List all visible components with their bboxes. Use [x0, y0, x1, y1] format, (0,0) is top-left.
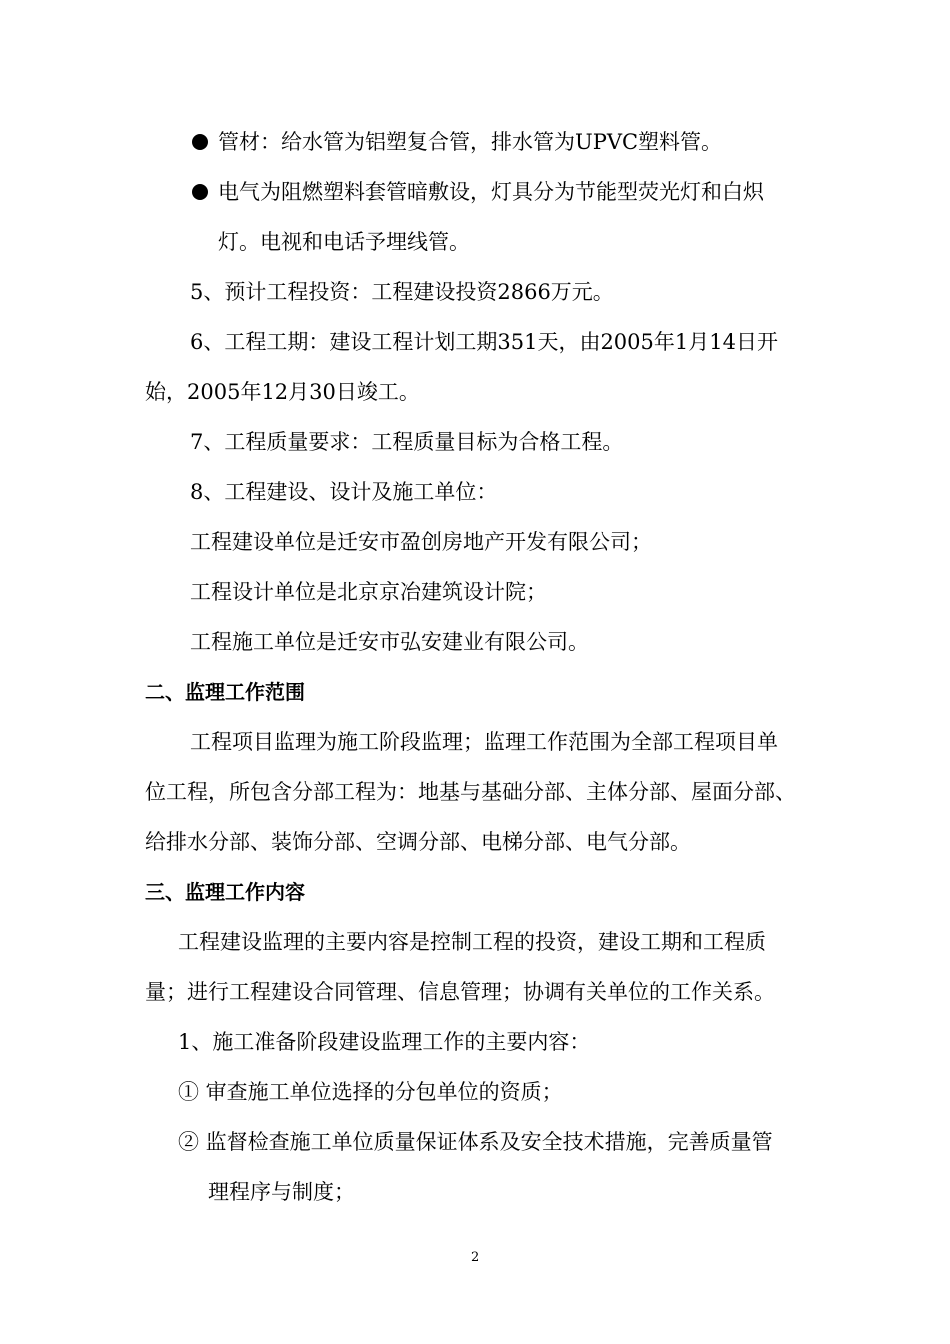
item-units: 8、工程建设、设计及施工单位： [190, 480, 498, 504]
bullet-dot-icon [192, 134, 208, 150]
section3-heading: 三、监理工作内容 [145, 880, 305, 904]
section3-line: ① 审查施工单位选择的分包单位的资质； [178, 1080, 563, 1104]
section2-line: 工程项目监理为施工阶段监理；监理工作范围为全部工程项目单 [190, 730, 778, 754]
section3-line: 理程序与制度； [208, 1180, 355, 1204]
unit-build: 工程施工单位是迁安市弘安建业有限公司。 [190, 630, 589, 654]
item-schedule-cont: 始，2005年12月30日竣工。 [145, 380, 420, 404]
section3-line: ② 监督检查施工单位质量保证体系及安全技术措施，完善质量管 [178, 1130, 773, 1154]
item-investment: 5、预计工程投资：工程建设投资2866万元。 [190, 280, 614, 304]
bullet-electrical: 电气为阻燃塑料套管暗敷设，灯具分为节能型荧光灯和白炽 [218, 180, 764, 204]
bullet-dot-icon [192, 184, 208, 200]
section3-line: 工程建设监理的主要内容是控制工程的投资，建设工期和工程质 [178, 930, 766, 954]
section3-line: 1、施工准备阶段建设监理工作的主要内容： [178, 1030, 591, 1054]
item-schedule: 6、工程工期：建设工程计划工期351天，由2005年1月14日开 [190, 330, 778, 354]
bullet-pipes: 管材：给水管为铝塑复合管，排水管为UPVC塑料管。 [218, 130, 723, 154]
section2-heading: 二、监理工作范围 [145, 680, 305, 704]
unit-design: 工程设计单位是北京京冶建筑设计院； [190, 580, 547, 604]
section2-line: 给排水分部、装饰分部、空调分部、电梯分部、电气分部。 [145, 830, 691, 854]
bullet-electrical-cont: 灯。电视和电话予埋线管。 [218, 230, 470, 254]
section3-line: 量；进行工程建设合同管理、信息管理；协调有关单位的工作关系。 [145, 980, 775, 1004]
section2-line: 位工程，所包含分部工程为：地基与基础分部、主体分部、屋面分部、 [145, 780, 796, 804]
page-number: 2 [471, 1250, 480, 1265]
item-quality: 7、工程质量要求：工程质量目标为合格工程。 [190, 430, 624, 454]
unit-owner: 工程建设单位是迁安市盈创房地产开发有限公司； [190, 530, 652, 554]
